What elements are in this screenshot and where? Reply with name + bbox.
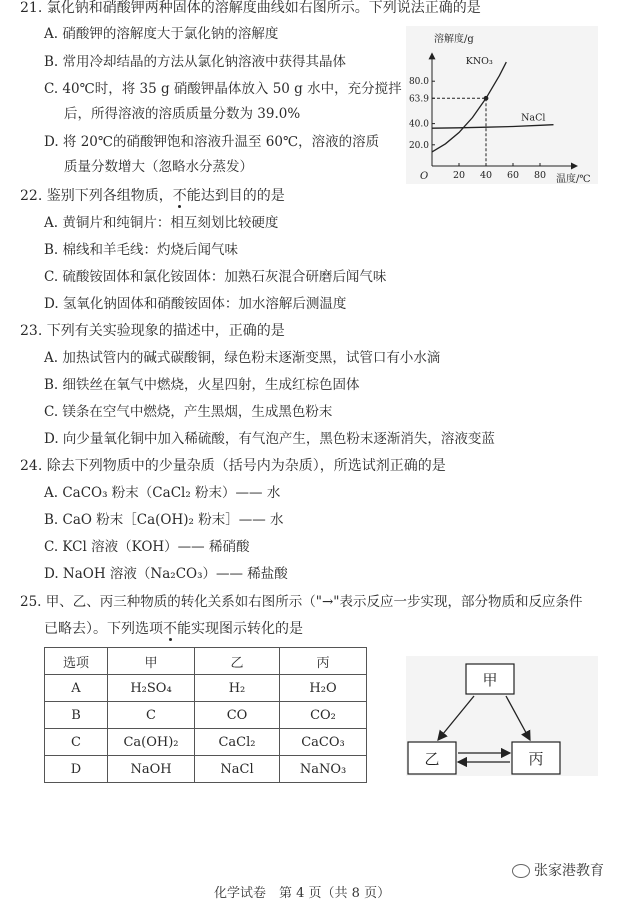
table-row: [45, 729, 367, 756]
series-label-nacl: NaCl: [521, 112, 546, 124]
q25-options-table: [44, 647, 367, 783]
series-line-nacl: [432, 125, 554, 129]
table-cell: NaNO₃: [280, 756, 367, 783]
wechat-icon: [512, 864, 530, 878]
q22-emphasis: 不: [172, 188, 187, 204]
reference-point: [484, 96, 489, 101]
table-row: [45, 702, 367, 729]
q25-stem-line2: [44, 620, 303, 638]
origin-label: O: [420, 171, 429, 182]
label-jia: 甲: [482, 671, 498, 689]
q21-option-c: C. 40℃时，将 35 g 硝酸钾晶体放入 50 g 水中，充分搅拌: [44, 81, 402, 97]
y-tick-label: 80.0: [408, 77, 429, 88]
watermark: [512, 860, 604, 880]
q25-stem-post: 能实现图示转化的是: [177, 621, 303, 637]
y-axis-label: 溶解度/g: [434, 34, 474, 45]
table-cell: H₂SO₄: [108, 675, 195, 702]
q23-option-b: B. 细铁丝在氧气中燃烧，火星四射，生成红棕色固体: [44, 377, 360, 393]
q21-option-a: A. 硝酸钾的溶解度大于氯化钠的溶解度: [44, 26, 279, 42]
q25-emphasis: 不: [163, 621, 177, 637]
table-cell: C: [108, 702, 195, 729]
table-cell: CO: [195, 702, 280, 729]
watermark-text: 张家港教育: [534, 863, 604, 879]
label-yi: 乙: [424, 750, 440, 768]
table-cell: C: [45, 729, 108, 756]
label-bing: 丙: [528, 750, 544, 768]
q21-option-c-cont: 后，所得溶液的溶质质量分数为 39.0%: [64, 106, 301, 122]
q21-option-d: D. 将 20℃的硝酸钾饱和溶液升温至 60℃，溶液的溶质: [44, 134, 380, 150]
table-header-row: [45, 648, 367, 675]
q21-option-b: B. 常用冷却结晶的方法从氯化钠溶液中获得其晶体: [44, 54, 347, 70]
q22-option-b: B. 棉线和羊毛线：灼烧后闻气味: [44, 242, 239, 258]
table-cell: CaCl₂: [195, 729, 280, 756]
q24-option-d: D. NaOH 溶液（Na₂CO₃）—— 稀盐酸: [44, 566, 288, 582]
x-tick-label: 60: [506, 170, 520, 181]
page-footer: 化学试卷 第 4 页（共 8 页）: [214, 886, 391, 901]
q24-stem: 24. 除去下列物质中的少量杂质（括号内为杂质），所选试剂正确的是: [20, 458, 446, 474]
q23-option-d: D. 向少量氧化铜中加入稀硫酸，有气泡产生，黑色粉末逐渐消失，溶液变蓝: [44, 431, 495, 447]
conversion-diagram: [406, 656, 598, 776]
q22-stem: [20, 187, 285, 205]
table-row: [45, 675, 367, 702]
q23-option-a: A. 加热试管内的碱式碳酸铜，绿色粉末逐渐变黑，试管口有小水滴: [44, 350, 441, 366]
table-cell: NaOH: [108, 756, 195, 783]
x-axis-label: 温度/℃: [556, 174, 591, 184]
q22-option-c: C. 硫酸铵固体和氯化铵固体：加熟石灰混合研磨后闻气味: [44, 269, 387, 285]
arrow-jia-to-bing: [506, 696, 530, 740]
conversion-diagram-svg: [406, 656, 598, 776]
solubility-chart: [406, 26, 598, 184]
table-row: [45, 756, 367, 783]
q25-stem-line1: 25. 甲、乙、丙三种物质的转化关系如右图所示（"→"表示反应一步实现，部分物质和反应条件: [20, 594, 583, 610]
q23-stem: 23. 下列有关实验现象的描述中，正确的是: [20, 323, 285, 339]
y-tick-label: 40.0: [408, 119, 429, 130]
q21-stem: 21. 氯化钠和硝酸钾两种固体的溶解度曲线如右图所示。下列说法正确的是: [20, 0, 481, 16]
table-cell: H₂O: [280, 675, 367, 702]
q22-stem-pre: 22. 鉴别下列各组物质，: [20, 188, 173, 204]
table-header-cell: 丙: [280, 648, 367, 675]
solubility-chart-svg: [406, 26, 598, 184]
table-cell: CO₂: [280, 702, 367, 729]
table-cell: CaCO₃: [280, 729, 367, 756]
q22-option-d: D. 氢氧化钠固体和硝酸铵固体：加水溶解后测温度: [44, 296, 347, 312]
x-tick-label: 20: [452, 170, 466, 181]
table-header-cell: 乙: [195, 648, 280, 675]
series-line-kno3: [432, 62, 506, 152]
x-tick-label: 40: [479, 170, 493, 181]
q23-option-c: C. 镁条在空气中燃烧，产生黑烟，生成黑色粉末: [44, 404, 333, 420]
q22-stem-post: 能达到目的的是: [186, 188, 285, 204]
y-tick-label: 20.0: [408, 140, 429, 151]
table-cell: B: [45, 702, 108, 729]
q22-option-a: A. 黄铜片和纯铜片：相互刻划比较硬度: [44, 215, 279, 231]
table-header-cell: 选项: [45, 648, 108, 675]
series-label-kno3: KNO₃: [465, 56, 493, 68]
q24-option-c: C. KCl 溶液（KOH）—— 稀硝酸: [44, 539, 250, 555]
table-cell: A: [45, 675, 108, 702]
table-header-cell: 甲: [108, 648, 195, 675]
table-cell: D: [45, 756, 108, 783]
q24-option-a: A. CaCO₃ 粉末（CaCl₂ 粉末）—— 水: [44, 485, 281, 501]
table-cell: H₂: [195, 675, 280, 702]
q25-stem-pre: 已略去）。下列选项: [44, 621, 163, 637]
q21-option-d-cont: 质量分数增大（忽略水分蒸发）: [64, 159, 253, 175]
table-cell: NaCl: [195, 756, 280, 783]
y-tick-label: 63.9: [408, 94, 429, 105]
table-cell: Ca(OH)₂: [108, 729, 195, 756]
arrow-jia-to-yi: [438, 696, 474, 740]
x-tick-label: 80: [533, 170, 547, 181]
q24-option-b: B. CaO 粉末［Ca(OH)₂ 粉末］—— 水: [44, 512, 284, 528]
